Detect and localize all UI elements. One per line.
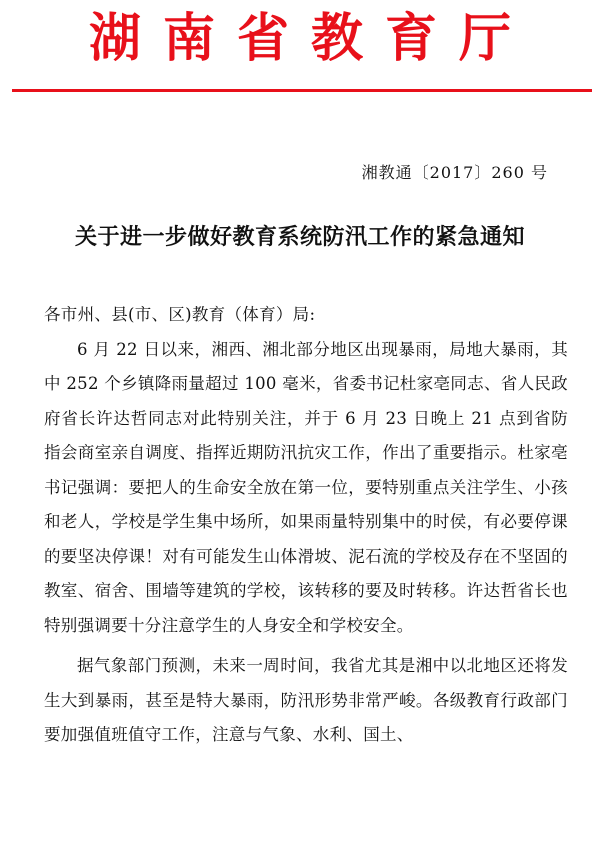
masthead-org-name: 湖南省教育厅 — [88, 8, 533, 69]
body-paragraph-2: 据气象部门预测，未来一周时间，我省尤其是湘中以北地区还将发生大到暴雨，甚至是特大暴雨，防汛形势非常严峻。各级教育行政部门要加强值班值守工作，注意与气象、水利、国土、 — [44, 656, 568, 744]
document-number: 湘教通〔2017〕260 号 — [361, 163, 548, 182]
masthead-red-rule — [12, 89, 592, 92]
document-title: 关于进一步做好教育系统防汛工作的紧急通知 — [74, 225, 525, 250]
salutation: 各市州、县(市、区)教育（体育）局: — [44, 305, 316, 324]
body-paragraph-1: 6 月 22 日以来，湘西、湘北部分地区出现暴雨，局地大暴雨，其中 252 个乡镇降雨量超过 100 毫米，省委书记杜家亳同志、省人民政府省长许达哲同志对此特别关注，并于 6 月 23 日晚上 21 点到省防指会商室亲自调度、指挥近期防汛抗灾工作，作出了重要指示。杜家亳书记强调：要把人的生命安全放在第一位，要特别重点关注学生、小孩和老人，学校是学生集中场所，如果雨量特别集中的时侯，有必要停课的要坚决停课！对有可能发生山体滑坡、泥石流的学校及存在不坚固的教室、宿舍、围墙等建筑的学校，该转移的要及时转移。许达哲省长也特别强调要十分注意学生的人身安全和学校安全。 — [44, 339, 568, 635]
document-body — [44, 298, 568, 753]
